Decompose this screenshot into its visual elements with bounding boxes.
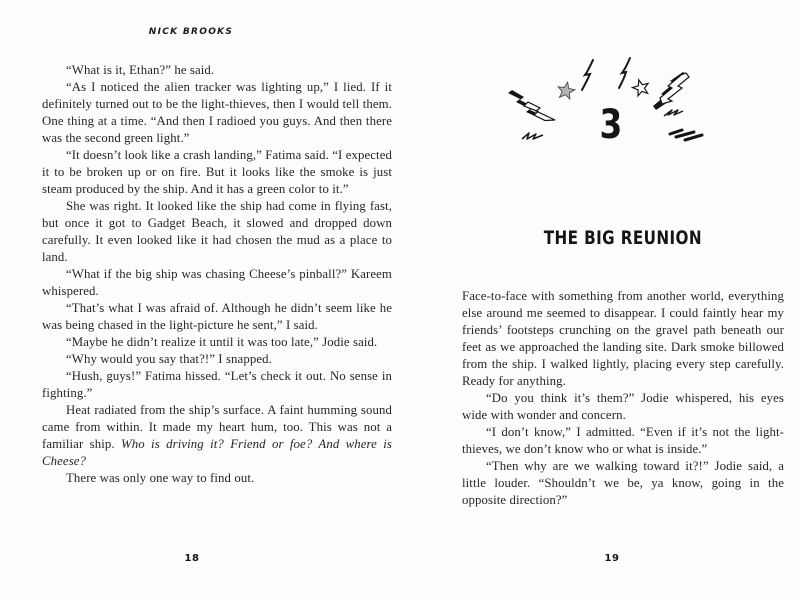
paragraph: “Why would you say that?!” I snapped. xyxy=(66,352,272,366)
paragraph: “Hush, guys!” Fatima hissed. “Let’s check it out. No sense in fighting.” xyxy=(42,369,392,400)
star-icon xyxy=(558,82,575,99)
page-number-right: 19 xyxy=(604,553,620,564)
lightning-bolt-icon xyxy=(660,73,689,104)
paragraph: “That’s what I was afraid of. Although he didn’t seem like he was being chased in the light-picture he sent,” I said. xyxy=(42,301,392,332)
paragraph: There was only one way to find out. xyxy=(66,471,255,485)
lightning-bolt-icon xyxy=(619,58,630,88)
zigzag-icon xyxy=(664,110,683,116)
paragraph: Face-to-face with something from another world, everything else around me seemed to disappear. I could faintly hear my friends’ footsteps crunching on the gravel path beneath our feet as we approached the landing site. Dark smoke billowed from the ship. I walked lightly, placing every step carefully. Ready for anything. xyxy=(462,289,784,388)
chapter-title-text: THE BIG REUNION xyxy=(543,227,703,249)
left-page-body xyxy=(42,62,392,487)
running-header-author: NICK BROOKS xyxy=(148,27,234,37)
right-page-body xyxy=(462,288,784,509)
chapter-number xyxy=(588,104,634,146)
inner-thought-italic: Who is driving it? Friend or foe? And where is Cheese? xyxy=(42,437,392,468)
zigzag-icon xyxy=(522,133,543,139)
paragraph: “What if the big ship was chasing Cheese’s pinball?” Kareem whispered. xyxy=(42,267,392,298)
chapter-title xyxy=(462,226,784,250)
paragraph: “I don’t know,” I admitted. “Even if it’s not the light-thieves, we don’t know who or what is inside.” xyxy=(462,425,784,456)
paragraph: “Then why are we walking toward it?!” Jodie said, a little louder. “Shouldn’t we be, ya know, going in the opposite direction?” xyxy=(462,459,784,507)
page-number-left: 18 xyxy=(184,553,200,564)
paragraph: “What is it, Ethan?” he said. xyxy=(66,63,215,77)
paragraph: “It doesn’t look like a crash landing,” Fatima said. “I expected it to be broken up or on fire. But it looks like the smoke is just steam produced by the ship. And it has a green color to it.” xyxy=(42,148,392,196)
star-outline-icon xyxy=(633,80,649,96)
paragraph: “Maybe he didn’t realize it until it was too late,” Jodie said. xyxy=(66,335,378,349)
paragraph: She was right. It looked like the ship had come in flying fast, but once it got to Gadget Beach, it slowed and dropped down carefully. It even looked like it had chosen the mud as a place to land. xyxy=(42,199,392,264)
paragraph xyxy=(42,402,392,470)
zigzag-bars-icon xyxy=(670,130,702,140)
paragraph: “As I noticed the alien tracker was lighting up,” I lied. If it definitely turned out to be the light-thieves, then I would tell them. One thing at a time. “And then I radioed you guys. And then there was the second green light.” xyxy=(42,80,392,145)
chapter-number-text: 3 xyxy=(599,102,623,148)
paragraph: “Do you think it’s them?” Jodie whispered, his eyes wide with wonder and concern. xyxy=(462,391,784,422)
lightning-bolt-icon xyxy=(582,60,593,90)
narration-text: Heat radiated from the ship’s surface. A faint humming sound came from within. It made my heart hum, too. This was not a familiar ship. xyxy=(42,403,392,451)
